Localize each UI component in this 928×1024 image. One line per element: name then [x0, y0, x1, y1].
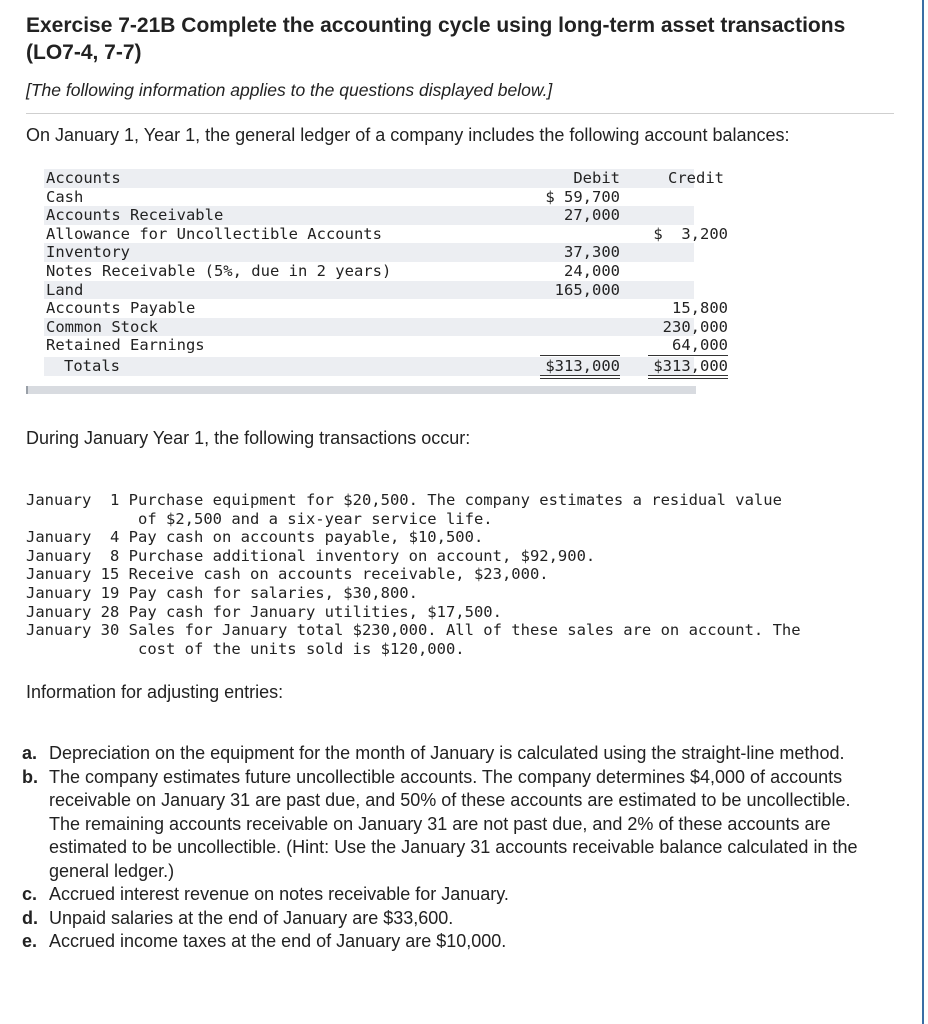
transaction-text: Pay cash for salaries, $30,800.: [128, 584, 418, 602]
adjustment-label: b.: [22, 766, 38, 787]
totals-label: Totals: [64, 357, 120, 375]
transaction-row: [26, 491, 782, 510]
transaction-row: [26, 547, 595, 566]
horizontal-scrollbar[interactable]: [26, 386, 696, 394]
debit-value: 165,000: [554, 280, 620, 299]
debit-value: $ 59,700: [545, 187, 620, 206]
adjustment-text: Unpaid salaries at the end of January are $33,600.: [49, 907, 454, 928]
transaction-text: Pay cash on accounts payable, $10,500.: [128, 528, 484, 547]
account-name: Inventory: [46, 243, 130, 262]
ledger-row: [44, 317, 728, 337]
adjustment-item: [22, 930, 882, 954]
transaction-continuation: cost of the units sold is $120,000.: [138, 639, 465, 658]
adjustment-text: Accrued interest revenue on notes receivable for January.: [49, 884, 509, 904]
debit-double-rule: [540, 375, 620, 379]
transaction-date: January 4: [26, 528, 120, 547]
ledger-row: [44, 243, 694, 262]
transactions-intro: During January Year 1, the following transactions occur:: [26, 428, 471, 448]
adjustment-text: The company estimates future uncollectible accounts. The company determines $4,000 of accounts receivable on January 31 are past due, and 50% of these accounts are estimated to be uncollectible. The remaining accounts receivable on January 31 are not past due, and 2% of these accounts are estimated to be uncollectible. (Hint: Use the January 31 accounts receivable balance calculated in the general ledger.): [49, 766, 858, 881]
transaction-row: [26, 565, 549, 584]
exercise-title: Exercise 7-21B Complete the accounting cycle using long-term asset transactions (LO7-4, 7-7): [26, 14, 846, 64]
account-name: Cash: [46, 187, 84, 206]
adjustment-text: Depreciation on the equipment for the month of January is calculated using the straight-line method.: [49, 743, 845, 763]
transaction-date: January 15: [26, 565, 120, 584]
account-name: Allowance for Uncollectible Accounts: [46, 224, 382, 243]
ledger-totals-row: [44, 357, 728, 376]
account-name: Common Stock: [46, 317, 158, 336]
account-name: Notes Receivable (5%, due in 2 years): [46, 262, 392, 280]
credit-value: $ 3,200: [653, 224, 728, 243]
intro-note: [The following information applies to the questions displayed below.]: [26, 80, 553, 100]
transaction-row: [26, 621, 801, 640]
credit-value: 230,000: [662, 317, 728, 336]
ledger-row: [44, 224, 728, 244]
account-name: Land: [46, 280, 84, 299]
header-accounts: Accounts: [46, 169, 121, 187]
transaction-date: January 1: [26, 491, 120, 509]
transaction-text: Sales for January total $230,000. All of these sales are on account. The: [128, 621, 801, 640]
adjustment-item: [22, 766, 882, 884]
credit-value: 15,800: [672, 299, 728, 318]
header-debit: Debit: [573, 169, 620, 187]
adjustment-label: a.: [22, 743, 38, 763]
adjusting-entries-list: [22, 742, 882, 954]
adjustment-item: [22, 907, 882, 931]
ledger-intro: On January 1, Year 1, the general ledger of a company includes the following account balances:: [26, 125, 790, 145]
transaction-row: [26, 603, 502, 622]
debit-value: 27,000: [564, 206, 620, 225]
credit-double-rule: [648, 375, 728, 379]
right-border: [922, 0, 924, 1024]
account-name: Accounts Payable: [46, 299, 196, 318]
account-name: Retained Earnings: [46, 336, 205, 355]
divider: [26, 113, 894, 114]
header-credit: Credit: [668, 169, 724, 187]
transaction-date: January 30: [26, 621, 120, 640]
transaction-date: January 19: [26, 584, 120, 602]
transaction-date: January 28: [26, 602, 120, 621]
ledger-row: [44, 262, 694, 281]
ledger-row: [44, 206, 694, 225]
ledger-header-row: [44, 169, 724, 188]
adjustment-label: d.: [22, 907, 38, 928]
transaction-text: Pay cash for January utilities, $17,500.: [128, 602, 502, 621]
transaction-row: [26, 584, 418, 603]
credit-value: 64,000: [672, 336, 728, 355]
transaction-row: [26, 528, 483, 547]
ledger-row: [44, 188, 694, 207]
account-name: Accounts Receivable: [46, 206, 224, 225]
credit-total: $313,000: [653, 357, 728, 375]
adjusting-intro: Information for adjusting entries:: [26, 682, 284, 702]
debit-total: $313,000: [545, 357, 620, 375]
debit-value: 24,000: [564, 262, 620, 280]
ledger-row: [44, 336, 728, 355]
adjustment-label: c.: [22, 884, 38, 904]
credit-total-rule: [648, 355, 728, 356]
transaction-date: January 8: [26, 546, 120, 565]
transaction-text: Purchase equipment for $20,500. The company estimates a residual value: [128, 491, 782, 509]
adjustment-item: [22, 742, 882, 766]
ledger-row: [44, 299, 728, 318]
adjustment-item: [22, 883, 882, 907]
transaction-text: Receive cash on accounts receivable, $23,000.: [128, 565, 549, 584]
debit-value: 37,300: [564, 243, 620, 262]
debit-total-rule: [540, 355, 620, 356]
adjustment-label: e.: [22, 931, 38, 951]
transaction-text: Purchase additional inventory on account, $92,900.: [128, 546, 596, 565]
transaction-continuation: of $2,500 and a six-year service life.: [138, 509, 493, 528]
ledger-row: [44, 281, 694, 300]
adjustment-text: Accrued income taxes at the end of January are $10,000.: [49, 931, 507, 951]
